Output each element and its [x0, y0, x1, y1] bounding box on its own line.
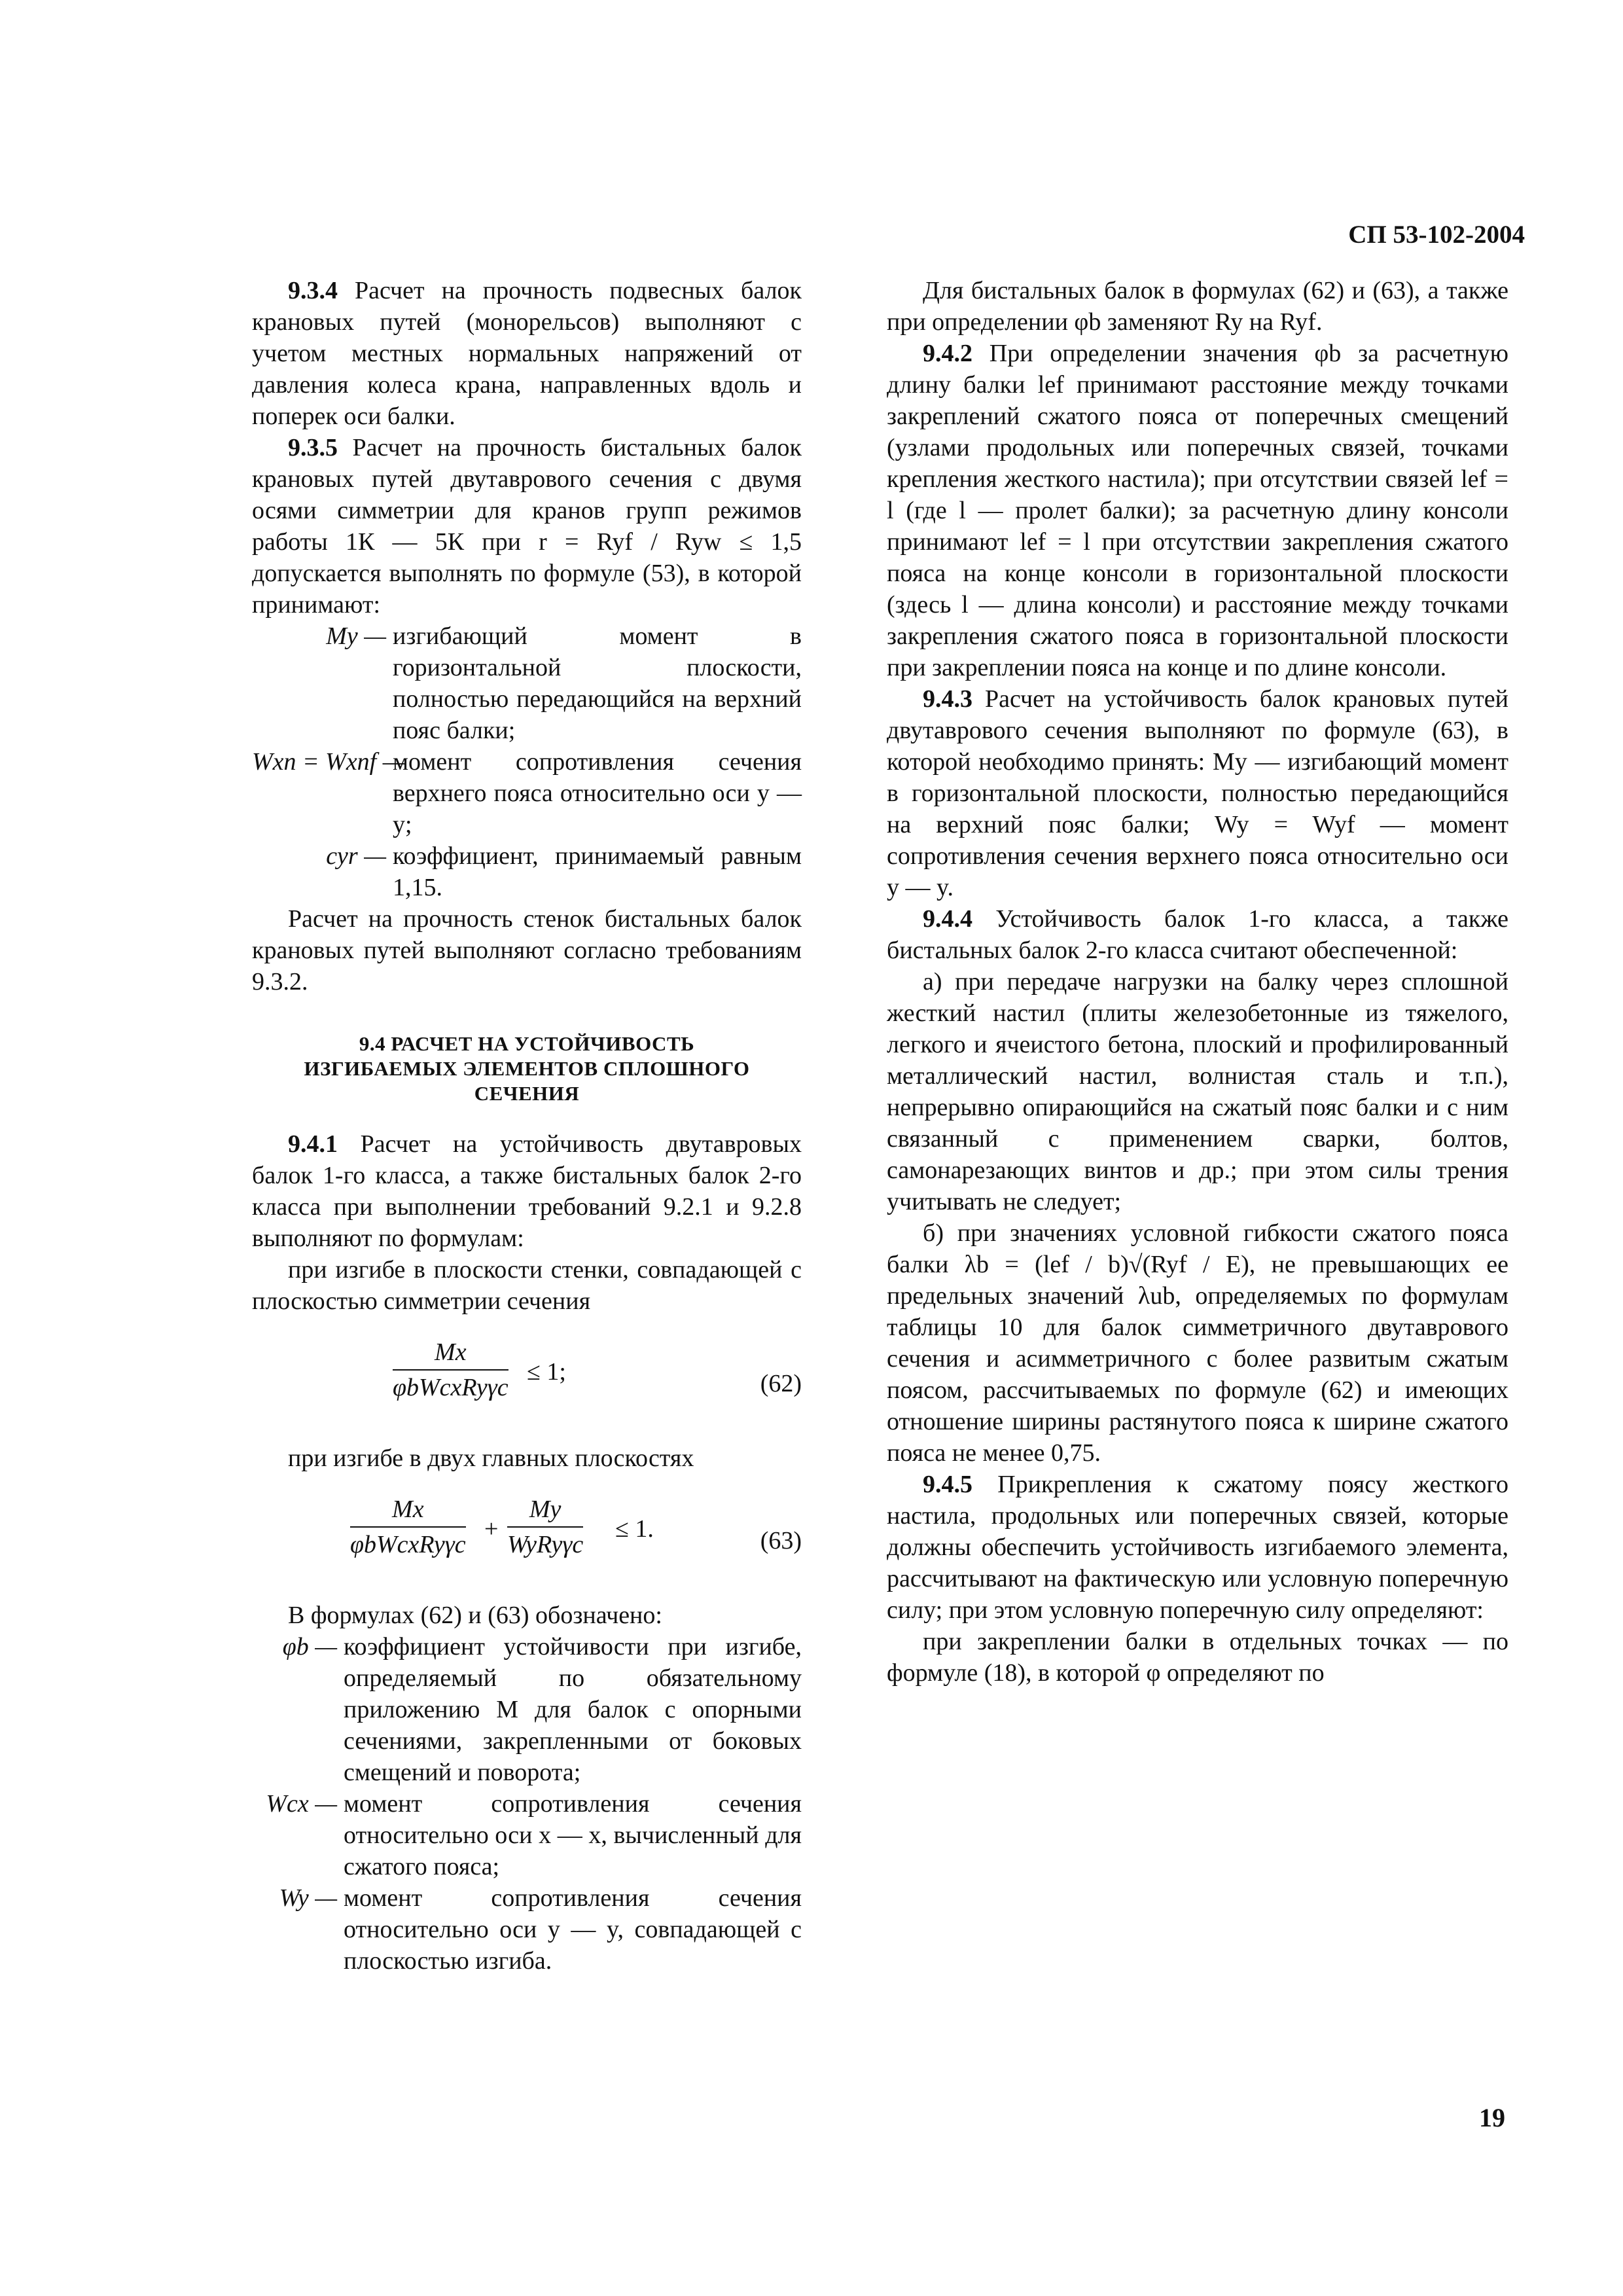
equation-number: (63) [760, 1527, 802, 1554]
clause-number: 9.4.2 [923, 340, 972, 367]
definition-item [252, 1631, 802, 1788]
formula-denominator: WyRyγc [507, 1531, 584, 1558]
paragraph-bend-web-plane: при изгибе в плоскости стенки, совпадающей с плоскостью симметрии сечения [252, 1256, 802, 1315]
definition-item [252, 1882, 802, 1977]
clause-number: 9.4.5 [923, 1471, 972, 1498]
clause-text: Расчет на прочность подвесных балок крановых путей (монорельсов) выполняют с учетом местных нормальных напряжений от давления колеса крана, направленных вдоль и поперек оси балки. [252, 277, 802, 430]
definition-text: изгибающий момент в горизонтальной плоскости, полностью передающийся на верхний пояс балки; [393, 622, 802, 744]
page-number: 19 [1479, 2103, 1505, 2132]
left-column [252, 275, 802, 1977]
formula-fraction [507, 1492, 583, 1562]
formula-numerator: Mx [350, 1492, 466, 1528]
clause-9-4-4 [887, 903, 1508, 966]
formula-plus: + [484, 1515, 499, 1543]
clause-text: Расчет на устойчивость двутавровых балок 1-го класса, а также бистальных балок 2-го класса при выполнении требований 9.2.1 и 9.2.8 выполняют по формулам: [252, 1130, 802, 1252]
clause-9-4-4-b: б) при значениях условной гибкости сжатого пояса балки λb = (lef / b)√(Ryf / E), не превышающих ее предельных значений λub, определяемых по формулам таблицы 10 для балок симметричного двутаврового сечения и асимметричного с более развитым сжатым поясом, рассчитываемых по формуле (62) и имеющих отношение ширины растянутого пояса к ширине сжатого пояса не менее 0,75. [887, 1219, 1508, 1467]
definition-symbol: Wy — [279, 1884, 337, 1912]
definitions-1 [252, 620, 802, 903]
paragraph-designations: В формулах (62) и (63) обозначено: [288, 1602, 662, 1629]
clause-9-4-2 [887, 338, 1508, 683]
formula-fraction [393, 1335, 508, 1405]
section-heading: 9.4 РАСЧЕТ НА УСТОЙЧИВОСТЬ ИЗГИБАЕМЫХ ЭЛЕМЕНТОВ СПЛОШНОГО СЕЧЕНИЯ [304, 1032, 750, 1105]
formula-63 [252, 1492, 802, 1577]
clause-9-3-4 [252, 275, 802, 432]
definition-item [252, 620, 802, 746]
formula-operator: ≤ 1; [527, 1358, 566, 1386]
definition-symbol: My — [326, 622, 386, 650]
clause-9-4-3 [887, 683, 1508, 903]
formula-62 [252, 1335, 802, 1420]
clause-number: 9.4.1 [288, 1130, 338, 1158]
clause-text: При определении значения φb за расчетную длину балки lef принимают расстояние между точками закреплений сжатого пояса от поперечных смещений (узлами продольных или поперечных связей, точками крепления жесткого настила); при отсутствии связей lef = l (где l — пролет балки); за расчетную длину консоли принимают lef = l при отсутствии закрепления сжатого пояса на конце консоли в горизонтальной плоскости (здесь l — длина консоли) и расстояние между точками закрепления сжатого пояса в горизонтальной плоскости при закреплении пояса на конце и по длине консоли. [887, 340, 1508, 681]
paragraph-web-strength: Расчет на прочность стенок бистальных балок крановых путей выполняют согласно требованиям 9.3.2. [252, 905, 802, 996]
formula-numerator: Mx [393, 1335, 508, 1371]
formula-numerator: My [507, 1492, 583, 1528]
right-column [887, 275, 1508, 1689]
formula-fraction [350, 1492, 466, 1562]
clause-text: Расчет на устойчивость балок крановых путей двутаврового сечения выполняют по формуле (63), в которой необходимо принять: My — изгибающий момент в горизонтальной плоскости, полностью передающийся на верхний пояс балки; Wy = Wyf — момент сопротивления сечения верхнего пояса относительно оси y — y. [887, 685, 1508, 901]
clause-9-4-5 [887, 1469, 1508, 1626]
definition-item [252, 746, 802, 840]
definition-text: момент сопротивления сечения относительно оси x — x, вычисленный для сжатого пояса; [344, 1790, 802, 1880]
formula-denominator: φbWcxRyγc [393, 1374, 508, 1401]
definition-symbol: cyr — [326, 842, 386, 870]
equation-number: (62) [760, 1370, 802, 1397]
definition-text: момент сопротивления сечения относительно оси y — y, совпадающей с плоскостью изгиба. [344, 1884, 802, 1975]
definition-text: коэффициент, принимаемый равным 1,15. [393, 842, 802, 901]
definition-text: момент сопротивления сечения верхнего пояса относительно оси y — y; [393, 748, 802, 838]
clause-number: 9.4.4 [923, 905, 972, 933]
definition-item [252, 840, 802, 903]
formula-operator: ≤ 1. [615, 1515, 654, 1543]
paragraph-bistal: Для бистальных балок в формулах (62) и (63), а также при определении φb заменяют Ry на Ryf. [887, 277, 1508, 336]
definition-text: коэффициент устойчивости при изгибе, определяемый по обязательному приложению М для балок с опорными сечениями, закрепленными от боковых смещений и поворота; [344, 1633, 802, 1786]
definition-item [252, 1788, 802, 1882]
definitions-2 [252, 1631, 802, 1977]
clause-9-4-4-a: а) при передаче нагрузки на балку через сплошной жесткий настил (плиты железобетонные из тяжелого, легкого и ячеистого бетона, плоский и профилированный металлический настил, волнистая сталь и т.п.), непрерывно опирающийся на сжатый пояс балки и с ним связанный с применением сварки, болтов, самонарезающих винтов и др.; при этом силы трения учитывать не следует; [887, 968, 1508, 1215]
paragraph-bend-two-planes: при изгибе в двух главных плоскостях [288, 1444, 694, 1472]
clause-number: 9.4.3 [923, 685, 972, 713]
definition-symbol: φb — [282, 1633, 337, 1660]
definition-symbol: Wcx — [266, 1790, 337, 1818]
clause-number: 9.3.4 [288, 277, 338, 304]
clause-9-3-5 [252, 432, 802, 620]
document-code: СП 53-102-2004 [1348, 221, 1525, 249]
clause-text: Устойчивость балок 1-го класса, а также бистальных балок 2-го класса считают обеспеченной: [887, 905, 1508, 964]
clause-9-4-1 [252, 1128, 802, 1254]
clause-text: Расчет на прочность бистальных балок крановых путей двутаврового сечения с двумя осями симметрии для кранов групп режимов работы 1К — 5К при r = Ryf / Ryw ≤ 1,5 допускается выполнять по формуле (53), в которой принимают: [252, 434, 802, 619]
formula-denominator: φbWcxRyγc [350, 1531, 466, 1558]
definition-symbol: Wxn = Wxnf — [252, 748, 405, 776]
clause-number: 9.3.5 [288, 434, 338, 461]
clause-text: Прикрепления к сжатому поясу жесткого настила, продольных или поперечных связей, которые должны обеспечить устойчивость изгибаемого элемента, рассчитывают на фактическую или условную поперечную силу; при этом условную поперечную силу определяют: [887, 1471, 1508, 1624]
paragraph-last: при закреплении балки в отдельных точках — по формуле (18), в которой φ определяют по [887, 1628, 1508, 1687]
